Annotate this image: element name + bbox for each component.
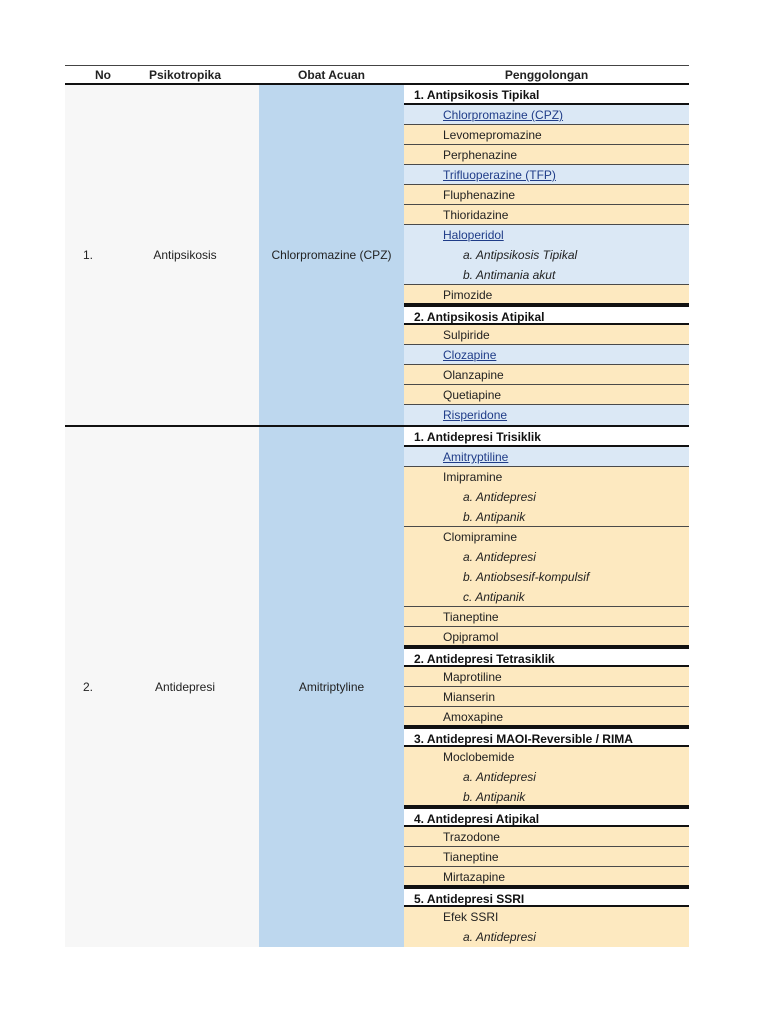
indication-item (404, 927, 689, 947)
drug-item (404, 687, 689, 707)
row-label: Fluphenazine (443, 188, 516, 202)
drug-item (404, 607, 689, 627)
drug-item (404, 627, 689, 647)
section-number: 1. (65, 85, 111, 425)
category-heading (404, 807, 689, 827)
drug-item (404, 145, 689, 165)
category-heading (404, 305, 689, 325)
row-label: Tianeptine (443, 850, 499, 864)
drug-item (404, 667, 689, 687)
row-label: Mianserin (443, 690, 496, 704)
row-label: b. Antipanik (463, 790, 526, 804)
row-label: Imipramine (443, 470, 503, 484)
drug-item (404, 405, 689, 425)
row-label: 4. Antidepresi Atipikal (414, 812, 540, 826)
indication-item (404, 787, 689, 807)
row-label: 2. Antipsikosis Atipikal (414, 310, 545, 324)
psikotropika-name: Antipsikosis (111, 85, 259, 425)
header-penggolongan: Penggolongan (504, 68, 589, 82)
section-antidepresi (65, 427, 689, 947)
category-heading (404, 727, 689, 747)
row-label: Mirtazapine (443, 870, 506, 884)
classification-list (404, 85, 689, 425)
section-number: 2. (65, 427, 111, 947)
drug-item (404, 847, 689, 867)
row-label: c. Antipanik (463, 590, 525, 604)
row-label: Amoxapine (443, 710, 504, 724)
indication-item (404, 767, 689, 787)
drug-item (404, 365, 689, 385)
drug-link[interactable]: Clozapine (443, 348, 497, 362)
drug-item (404, 105, 689, 125)
row-label: Olanzapine (443, 368, 504, 382)
drug-item (404, 345, 689, 365)
row-label: a. Antidepresi (463, 930, 536, 944)
drug-item (404, 447, 689, 467)
drug-link[interactable]: Trifluoperazine (TFP) (443, 168, 556, 182)
row-label: Efek SSRI (443, 910, 499, 924)
indication-item (404, 487, 689, 507)
row-label: Maprotiline (443, 670, 502, 684)
row-label: 2. Antidepresi Tetrasiklik (414, 652, 555, 666)
category-heading (404, 647, 689, 667)
row-label: 5. Antidepresi SSRI (414, 892, 525, 906)
indication-item (404, 547, 689, 567)
indication-item (404, 587, 689, 607)
drug-item (404, 165, 689, 185)
row-label: a. Antidepresi (463, 770, 536, 784)
row-label: 3. Antidepresi MAOI-Reversible / RIMA (414, 732, 633, 746)
row-label: a. Antidepresi (463, 490, 536, 504)
reference-drug: Chlorpromazine (CPZ) (259, 85, 404, 425)
drug-item (404, 707, 689, 727)
drug-item (404, 467, 689, 487)
row-label: Sulpiride (443, 328, 490, 342)
row-label: Moclobemide (443, 750, 515, 764)
row-label: a. Antidepresi (463, 550, 536, 564)
row-label: 1. Antidepresi Trisiklik (414, 430, 541, 444)
drug-item (404, 867, 689, 887)
row-label: a. Antipsikosis Tipikal (463, 248, 578, 262)
row-label: Quetiapine (443, 388, 502, 402)
drug-item (404, 225, 689, 245)
drug-item (404, 325, 689, 345)
row-label: Thioridazine (443, 208, 509, 222)
section-antipsikosis (65, 85, 689, 425)
indication-item (404, 507, 689, 527)
row-label: b. Antiobsesif-kompulsif (463, 570, 590, 584)
row-label: Pimozide (443, 288, 493, 302)
drug-item (404, 907, 689, 927)
header-no: No (95, 68, 111, 82)
row-label: Trazodone (443, 830, 500, 844)
row-label: 1. Antipsikosis Tipikal (414, 88, 540, 102)
drug-link[interactable]: Risperidone (443, 408, 508, 422)
row-label: b. Antimania akut (463, 268, 556, 282)
row-label: Perphenazine (443, 148, 518, 162)
row-label: Opipramol (443, 630, 499, 644)
reference-drug: Amitriptyline (259, 427, 404, 947)
row-label: b. Antipanik (463, 510, 526, 524)
category-heading (404, 85, 689, 105)
drug-item (404, 385, 689, 405)
row-label: Tianeptine (443, 610, 499, 624)
psikotropika-name: Antidepresi (111, 427, 259, 947)
header-psikotropika: Psikotropika (148, 68, 222, 82)
drug-item (404, 527, 689, 547)
drug-item (404, 185, 689, 205)
category-heading (404, 427, 689, 447)
row-label: Levomepromazine (443, 128, 542, 142)
header-obat-acuan: Obat Acuan (298, 68, 365, 82)
drug-item (404, 205, 689, 225)
category-heading (404, 887, 689, 907)
classification-list (404, 427, 689, 947)
drug-link[interactable]: Amitryptiline (443, 450, 509, 464)
drug-item (404, 747, 689, 767)
row-label: Clomipramine (443, 530, 518, 544)
table-header (65, 65, 689, 85)
drug-item (404, 285, 689, 305)
indication-item (404, 245, 689, 265)
drug-link[interactable]: Haloperidol (443, 228, 504, 242)
indication-item (404, 567, 689, 587)
drug-item (404, 125, 689, 145)
indication-item (404, 265, 689, 285)
drug-item (404, 827, 689, 847)
drug-link[interactable]: Chlorpromazine (CPZ) (443, 108, 564, 122)
